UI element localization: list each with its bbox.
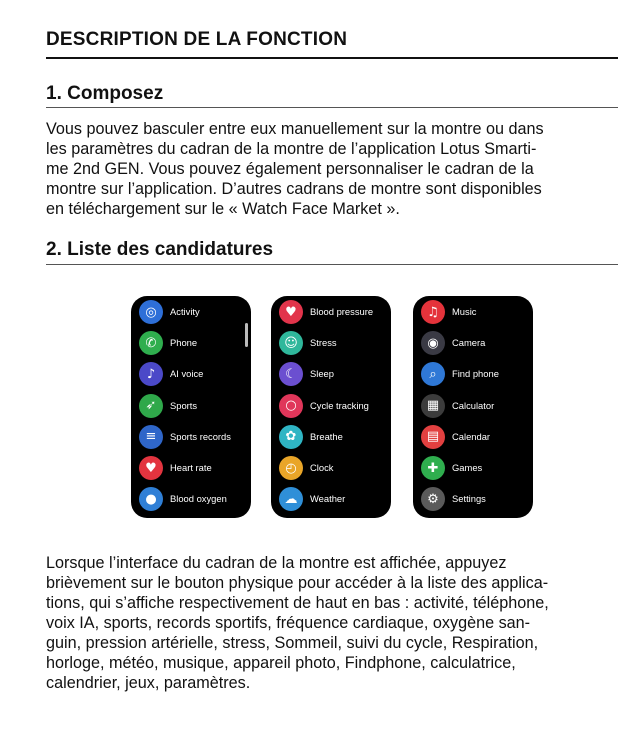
app-item[interactable]	[279, 362, 391, 388]
app-label: Breathe	[310, 430, 343, 442]
app-item[interactable]	[421, 331, 533, 357]
cloud-icon: ☁	[279, 487, 303, 511]
paragraph-line: horloge, météo, musique, appareil photo, Findphone, calculatrice,	[46, 654, 516, 672]
app-item[interactable]	[279, 456, 391, 482]
app-item[interactable]	[279, 331, 391, 357]
app-label: Weather	[310, 493, 346, 505]
paragraph-line: guin, pression artérielle, stress, Sommeil, suivi du cycle, Respiration,	[46, 634, 539, 652]
app-label: Games	[452, 462, 483, 473]
app-label: Settings	[452, 493, 486, 505]
gear-icon: ⚙	[421, 487, 445, 511]
app-label: Heart rate	[170, 462, 212, 473]
compose-paragraph	[46, 119, 618, 219]
camera-icon: ◉	[421, 331, 445, 355]
app-label: Cycle tracking	[310, 399, 369, 411]
app-item[interactable]	[421, 394, 533, 420]
app-item[interactable]	[139, 331, 251, 357]
app-item[interactable]	[421, 362, 533, 388]
app-label: Phone	[170, 337, 198, 349]
paragraph-line: tions, qui s’affiche respectivement de haut en bas : activité, téléphone,	[46, 594, 549, 612]
app-label: Sleep	[310, 368, 334, 380]
paragraph-line: voix IA, sports, records sportifs, fréquence cardiaque, oxygène san-	[46, 614, 531, 632]
running-icon: ➶	[139, 394, 163, 418]
app-item[interactable]	[279, 394, 391, 420]
microphone-icon: ♪	[139, 362, 163, 386]
app-item[interactable]	[279, 487, 391, 513]
app-list-paragraph	[46, 553, 618, 693]
activity-ring-icon: ◎	[139, 300, 163, 324]
app-label: Stress	[310, 337, 337, 349]
app-label: Blood oxygen	[170, 493, 227, 505]
music-icon: ♫	[421, 300, 445, 324]
paragraph-line: Lorsque l’interface du cadran de la montre est affichée, appuyez	[46, 554, 507, 572]
watch-screen	[131, 296, 251, 518]
app-label: Sports records	[170, 430, 231, 442]
title-divider	[46, 57, 618, 59]
app-label: Clock	[310, 462, 334, 473]
app-item[interactable]	[421, 425, 533, 451]
app-item[interactable]	[421, 456, 533, 482]
app-item[interactable]	[139, 487, 251, 513]
app-item[interactable]	[279, 300, 391, 326]
app-item[interactable]	[139, 394, 251, 420]
section-heading-app-list: 2. Liste des candidatures	[46, 239, 274, 260]
heart-icon: ♥	[139, 456, 163, 480]
page-title: DESCRIPTION DE LA FONCTION	[46, 29, 348, 50]
drop-icon: ●	[139, 487, 163, 511]
app-item[interactable]	[139, 300, 251, 326]
app-label: Calculator	[452, 399, 495, 411]
watch-screen	[271, 296, 391, 518]
stress-face-icon: ☺	[279, 331, 303, 355]
app-label: Camera	[452, 337, 486, 349]
paragraph-line: Vous pouvez basculer entre eux manuellement sur la montre ou dans	[46, 120, 544, 138]
app-label: AI voice	[170, 368, 204, 380]
app-label: Activity	[170, 306, 200, 317]
flower-icon: ✿	[279, 425, 303, 449]
section-divider	[46, 107, 618, 108]
app-item[interactable]	[139, 456, 251, 482]
app-item[interactable]	[139, 425, 251, 451]
clock-icon: ◴	[279, 456, 303, 480]
paragraph-line: brièvement sur le bouton physique pour accéder à la liste des applica-	[46, 574, 549, 592]
calendar-icon: ▤	[421, 425, 445, 449]
find-phone-icon: ⌕	[421, 362, 445, 386]
paragraph-line: calendrier, jeux, paramètres.	[46, 674, 251, 692]
calculator-icon: ▦	[421, 394, 445, 418]
cycle-icon: ○	[279, 394, 303, 418]
section-heading-compose: 1. Composez	[46, 83, 164, 104]
section-divider	[46, 264, 618, 265]
record-list-icon: ≡	[139, 425, 163, 449]
paragraph-line: en téléchargement sur le « Watch Face Market ».	[46, 200, 400, 218]
paragraph-line: montre sur l’application. D’autres cadrans de montre sont disponibles	[46, 180, 542, 198]
app-label: Sports	[170, 399, 198, 411]
app-item[interactable]	[421, 487, 533, 513]
app-item[interactable]	[279, 425, 391, 451]
blood-pressure-icon: ♥	[279, 300, 303, 324]
app-label: Blood pressure	[310, 306, 374, 317]
paragraph-line: me 2nd GEN. Vous pouvez également personnaliser le cadran de la	[46, 160, 534, 178]
app-item[interactable]	[139, 362, 251, 388]
watch-screen	[413, 296, 533, 518]
paragraph-line: les paramètres du cadran de la montre de l’application Lotus Smarti-	[46, 140, 537, 158]
app-item[interactable]	[421, 300, 533, 326]
app-label: Find phone	[452, 368, 499, 380]
gamepad-icon: ✚	[421, 456, 445, 480]
app-label: Music	[452, 306, 477, 317]
moon-icon: ☾	[279, 362, 303, 386]
phone-icon: ✆	[139, 331, 163, 355]
app-label: Calendar	[452, 430, 491, 442]
